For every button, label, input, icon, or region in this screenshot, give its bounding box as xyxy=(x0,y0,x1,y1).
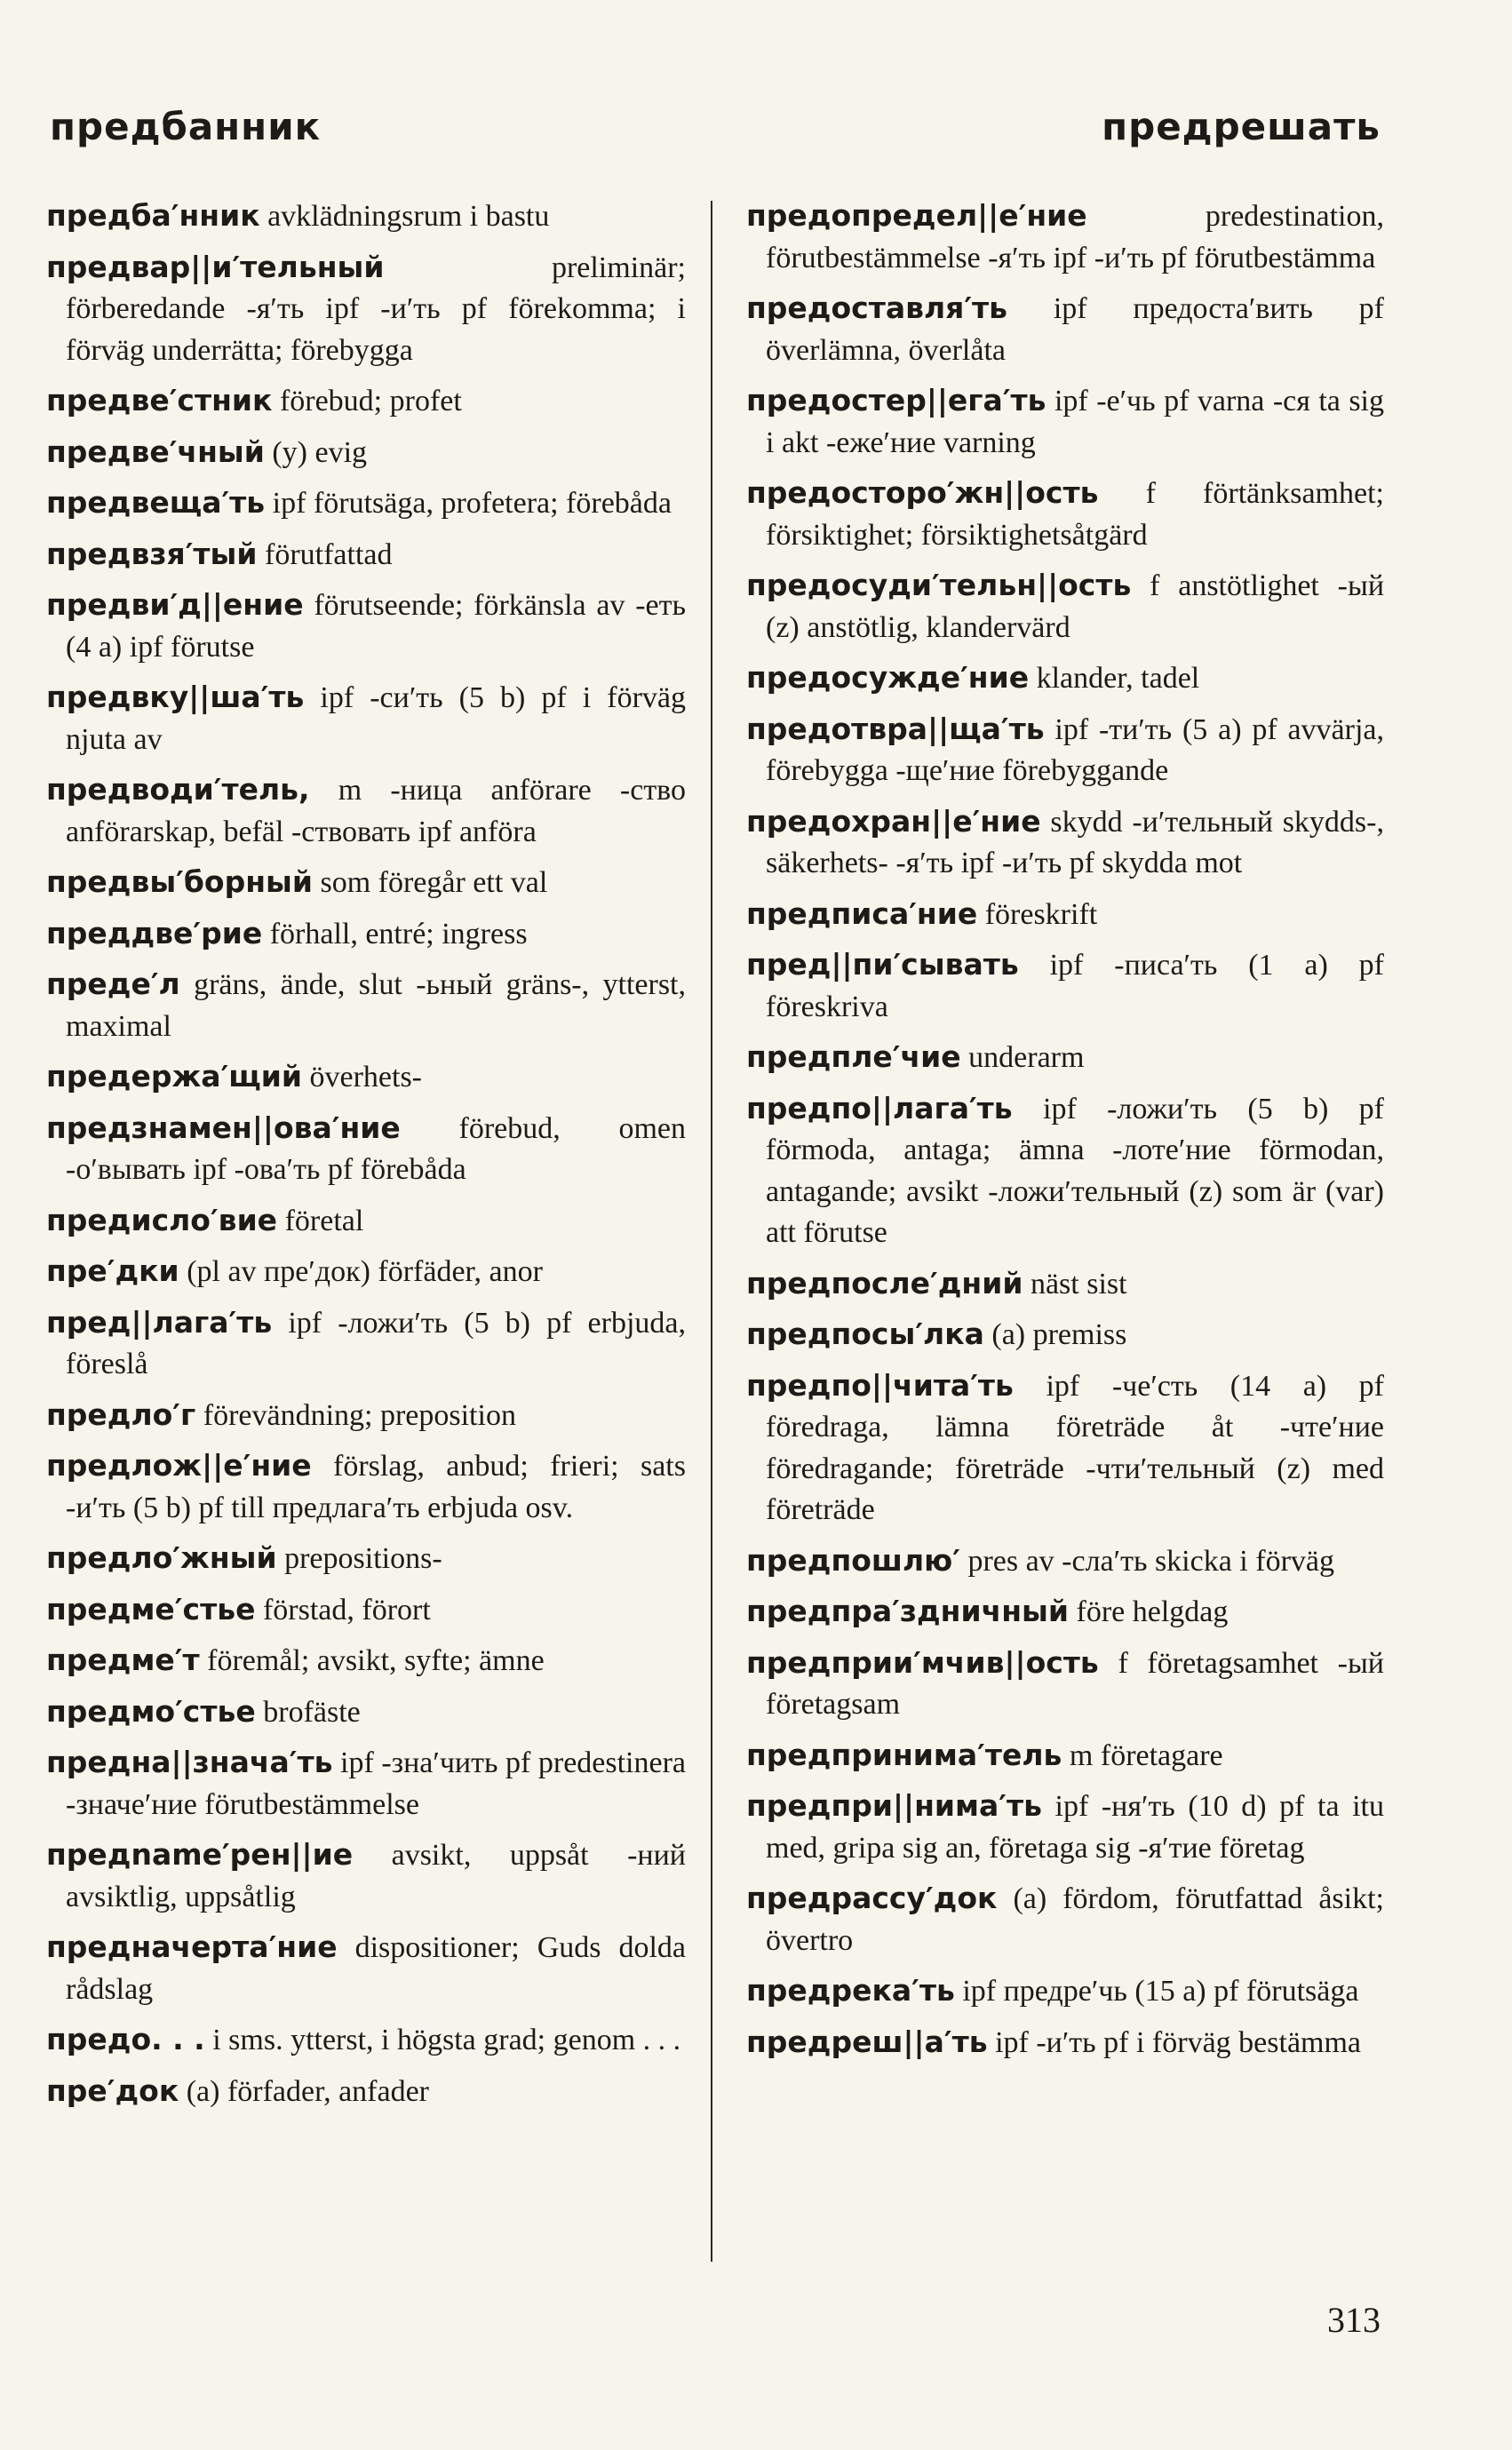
entry-definition: förebud, omen -о′вывать ipf -ова′ть pf förebåda xyxy=(66,1111,686,1186)
entry-headword: предве′чный xyxy=(46,434,265,469)
entry-definition: förevändning; preposition xyxy=(203,1398,516,1432)
dictionary-entry xyxy=(746,1540,1384,1583)
entry-headword: пре′дки xyxy=(46,1253,179,1288)
entry-definition: f företagsamhet -ый företagsam xyxy=(766,1646,1385,1721)
entry-definition: ipf -ти′ть (5 a) pf avvärja, förebygga -ще′ние förebyggande xyxy=(766,712,1384,787)
dictionary-entry xyxy=(46,1056,686,1099)
entry-headword: предба′нник xyxy=(46,198,260,233)
dictionary-entry xyxy=(46,1302,686,1386)
entry-definition: ipf -писа′ть (1 a) pf föreskriva xyxy=(766,949,1385,1023)
dictionary-entry xyxy=(46,1589,686,1632)
entry-headword: пред||лага′ть xyxy=(46,1304,273,1340)
entry-headword: предержа′щий xyxy=(46,1059,302,1094)
running-head-left: предбанник xyxy=(50,105,322,148)
dictionary-entry xyxy=(46,534,686,577)
entry-definition: överhets- xyxy=(309,1061,423,1094)
dictionary-entry xyxy=(46,1834,686,1918)
entry-definition: föremål; avsikt, syfte; ämne xyxy=(207,1644,545,1677)
dictionary-entry xyxy=(746,1037,1384,1079)
entry-headword: предписа′ние xyxy=(746,895,978,931)
dictionary-entry xyxy=(46,1640,686,1682)
dictionary-entry xyxy=(46,1691,686,1734)
entry-definition: ipf предоста′вить pf överlämna, överlåta xyxy=(766,292,1384,367)
dictionary-entry xyxy=(746,1088,1384,1254)
entry-headword: пред||пи′сывать xyxy=(746,947,1019,982)
entry-definition: ipf -ложи′ть (5 b) pf erbjuda, föreslå xyxy=(66,1306,687,1380)
dictionary-entry xyxy=(746,1365,1384,1531)
entry-headword: предпри||нима′ть xyxy=(746,1788,1042,1823)
dictionary-entry xyxy=(46,482,686,525)
entry-headword: предпосле′дний xyxy=(746,1265,1023,1301)
entry-headword: предме′стье xyxy=(46,1591,256,1627)
dictionary-entry xyxy=(746,1970,1384,2013)
entry-definition: gräns, ände, slut -ьный gräns-, ytterst, maximal xyxy=(66,968,686,1043)
entry-headword: предпосы′лка xyxy=(746,1316,984,1351)
entry-definition: dispositioner; Guds dolda rådslag xyxy=(66,1931,687,2006)
entry-definition: som föregår ett val xyxy=(320,866,548,899)
entry-headword: предосторо′жн||ость xyxy=(746,475,1099,510)
dictionary-entry xyxy=(46,1445,686,1529)
dictionary-entry xyxy=(746,1735,1384,1778)
right-column xyxy=(746,195,1384,2072)
dictionary-entry xyxy=(746,473,1384,556)
entry-headword: предвку||ша′ть xyxy=(46,680,305,714)
entry-definition: (a) förfader, anfader xyxy=(186,2074,429,2108)
entry-headword: предме′т xyxy=(46,1643,200,1677)
entry-definition: näst sist xyxy=(1030,1267,1127,1301)
dictionary-entry xyxy=(746,894,1384,936)
entry-definition: (a) fördom, förutfattad åsikt; övertro xyxy=(766,1882,1384,1957)
entry-definition: brofäste xyxy=(263,1695,361,1729)
entry-headword: предначерта′ние xyxy=(46,1929,338,1964)
dictionary-entry xyxy=(746,380,1384,464)
entry-headword: предоставля′ть xyxy=(746,290,1008,325)
dictionary-entry xyxy=(46,2019,686,2062)
dictionary-entry xyxy=(46,769,686,853)
dictionary-entry xyxy=(46,862,686,904)
entry-definition: avsikt, uppsåt -ний avsiktlig, uppsåtlig xyxy=(66,1839,686,1913)
running-head-right: предрешать xyxy=(1102,105,1381,148)
entry-definition: (a) premiss xyxy=(991,1318,1127,1351)
entry-headword: предопредел||е′ние xyxy=(746,198,1087,233)
entry-definition: skydd -и′тельный skydds-, säkerhets- -я′ть ipf -и′ть pf skydda mot xyxy=(766,805,1384,879)
entry-headword: предмо′стье xyxy=(46,1693,256,1729)
entry-definition: prepositions- xyxy=(284,1542,442,1575)
entry-definition: i sms. ytterst, i högsta grad; genom . . . xyxy=(212,2024,681,2056)
dictionary-entry xyxy=(46,1251,686,1293)
entry-headword: предзнамен||ова′ние xyxy=(46,1110,401,1145)
dictionary-entry xyxy=(746,709,1384,792)
entry-definition: klander, tadel xyxy=(1036,662,1200,695)
entry-definition: före helgdag xyxy=(1076,1595,1229,1628)
dictionary-entry xyxy=(746,944,1384,1028)
dictionary-entry xyxy=(746,1643,1384,1726)
entry-headword: предосуди′тельн||ость xyxy=(746,568,1132,602)
entry-definition: förutseende; förkänsla av -еть (4 a) ipf förutse xyxy=(66,589,686,664)
entry-headword: предло′г xyxy=(46,1396,196,1432)
entry-headword: предвеща′ть xyxy=(46,485,266,520)
entry-headword: предпошлю′ xyxy=(746,1542,960,1578)
dictionary-entry xyxy=(46,195,686,238)
entry-headword: предпо||лага′ть xyxy=(746,1090,1013,1126)
entry-definition: underarm xyxy=(968,1041,1085,1074)
entry-definition: ipf предре′чь (15 a) pf förutsäga xyxy=(962,1975,1359,2008)
dictionary-entry xyxy=(46,1108,686,1191)
entry-headword: предводи′тель, xyxy=(46,772,310,807)
entry-headword: предреш||а′ть xyxy=(746,2024,988,2059)
page-number: 313 xyxy=(1327,2300,1381,2340)
dictionary-entry xyxy=(46,585,686,668)
entry-definition: ipf -е′чь pf varna -ся ta sig i akt -еже′ние varning xyxy=(766,385,1384,459)
entry-headword: предохран||е′ние xyxy=(746,803,1041,839)
entry-headword: предпра′здничный xyxy=(746,1594,1070,1628)
entry-headword: предви′д||ение xyxy=(46,587,304,622)
entry-definition: f förtänksamhet; försiktighet; försiktighetsåtgärd xyxy=(766,477,1384,552)
entry-definition: preliminär; förberedande -я′ть ipf -и′ть pf förekomma; i förväg underrätta; förebygga xyxy=(66,251,686,367)
dictionary-entry xyxy=(746,1878,1384,1961)
entry-headword: предпо||чита′ть xyxy=(746,1367,1014,1403)
dictionary-entry xyxy=(746,657,1384,700)
entry-headword: предосужде′ние xyxy=(746,660,1030,695)
dictionary-entry xyxy=(746,2022,1384,2064)
dictionary-entry xyxy=(746,1263,1384,1306)
entry-headword: предотвра||ща′ть xyxy=(746,711,1045,746)
entry-definition: f anstötlighet -ый (z) anstötlig, klandervärd xyxy=(766,569,1385,644)
entry-headword: предвы′борный xyxy=(46,864,313,899)
dictionary-entry xyxy=(46,913,686,956)
dictionary-entry xyxy=(46,247,686,372)
entry-definition: avklädningsrum i bastu xyxy=(267,200,550,233)
entry-definition: ipf -зна′чить pf predestinera -значе′ние förutbestämmelse xyxy=(66,1746,687,1821)
dictionary-entry xyxy=(46,677,686,760)
dictionary-entry xyxy=(46,964,686,1047)
entry-definition: förstad, förort xyxy=(262,1593,431,1627)
dictionary-entry xyxy=(46,1538,686,1580)
dictionary-entry xyxy=(46,1742,686,1826)
entry-definition: företal xyxy=(284,1204,364,1237)
entry-definition: förebud; profet xyxy=(279,385,462,418)
entry-headword: предпринима′тель xyxy=(746,1737,1062,1772)
entry-headword: предисло′вие xyxy=(46,1202,278,1237)
entry-headword: предо. . . xyxy=(46,2022,205,2056)
entry-definition: föreskrift xyxy=(984,897,1098,931)
entry-headword: предname′рен||ие xyxy=(46,1837,354,1872)
dictionary-entry xyxy=(46,1200,686,1243)
entry-headword: предпле′чие xyxy=(746,1039,961,1074)
dictionary-entry xyxy=(746,801,1384,885)
dictionary-entry xyxy=(746,195,1384,279)
entry-headword: пре′док xyxy=(46,2072,179,2108)
dictionary-entry xyxy=(746,565,1384,648)
entry-definition: (pl av пре′док) förfäder, anor xyxy=(187,1255,543,1288)
dictionary-entry xyxy=(46,1395,686,1437)
entry-definition: ipf -ложи′ть (5 b) pf förmoda, antaga; ämna -лоте′ние förmodan, antagande; avsikt -ложи′тельный (z) som är (var) att förutse xyxy=(766,1092,1384,1249)
dictionary-entry xyxy=(46,380,686,423)
entry-headword: предна||знача′ть xyxy=(46,1745,333,1779)
dictionary-entry xyxy=(746,1786,1384,1869)
entry-headword: преде′л xyxy=(46,966,180,1001)
entry-definition: pres av -сла′ть skicka i förväg xyxy=(967,1544,1334,1578)
entry-definition: förslag, anbud; frieri; sats -и′ть (5 b) pf till предлага′ть erbjuda osv. xyxy=(66,1450,686,1524)
entry-definition: ipf -и′ть pf i förväg bestämma xyxy=(995,2025,1362,2059)
entry-headword: предлож||е′ние xyxy=(46,1448,312,1483)
entry-definition: (y) evig xyxy=(272,435,368,469)
entry-definition: ipf -че′сть (14 a) pf föredraga, lämna företräde åt -чте′ние föredragande; företräde -чти′тельный (z) med företräde xyxy=(766,1369,1385,1526)
entry-headword: преддве′рие xyxy=(46,915,263,951)
entry-headword: предвар||и′тельный xyxy=(46,249,385,284)
dictionary-entry xyxy=(46,2071,686,2113)
dictionary-entry xyxy=(46,1927,686,2010)
entry-definition: m -ница anförare -ство anförarskap, befäl -ствовать ipf anföra xyxy=(66,774,687,848)
entry-definition: ipf -ня′ть (10 d) pf ta itu med, gripa sig an, företaga sig -я′тие företag xyxy=(766,1790,1385,1865)
entry-definition: förhall, entré; ingress xyxy=(269,917,528,951)
entry-headword: предприи′мчив||ость xyxy=(746,1644,1099,1680)
dictionary-entry xyxy=(746,1591,1384,1634)
entry-headword: предостер||ега′ть xyxy=(746,383,1046,418)
entry-definition: ipf förutsäga, profetera; förebåda xyxy=(272,487,672,520)
entry-headword: предло′жный xyxy=(46,1540,277,1575)
entry-headword: предве′стник xyxy=(46,383,273,418)
left-column xyxy=(46,195,686,2121)
entry-headword: предвзя′тый xyxy=(46,536,258,571)
entry-headword: предрассу′док xyxy=(746,1881,998,1915)
entry-headword: предрека′ть xyxy=(746,1973,955,2008)
column-divider xyxy=(711,201,712,2262)
dictionary-entry xyxy=(746,288,1384,371)
entry-definition: predestination, förutbestämmelse -я′ть ipf -и′ть pf förutbestämma xyxy=(766,200,1384,274)
entry-definition: förutfattad xyxy=(265,537,393,571)
dictionary-entry xyxy=(746,1314,1384,1356)
entry-definition: ipf -си′ть (5 b) pf i förväg njuta av xyxy=(66,681,687,756)
entry-definition: m företagare xyxy=(1069,1738,1223,1772)
dictionary-entry xyxy=(46,432,686,474)
